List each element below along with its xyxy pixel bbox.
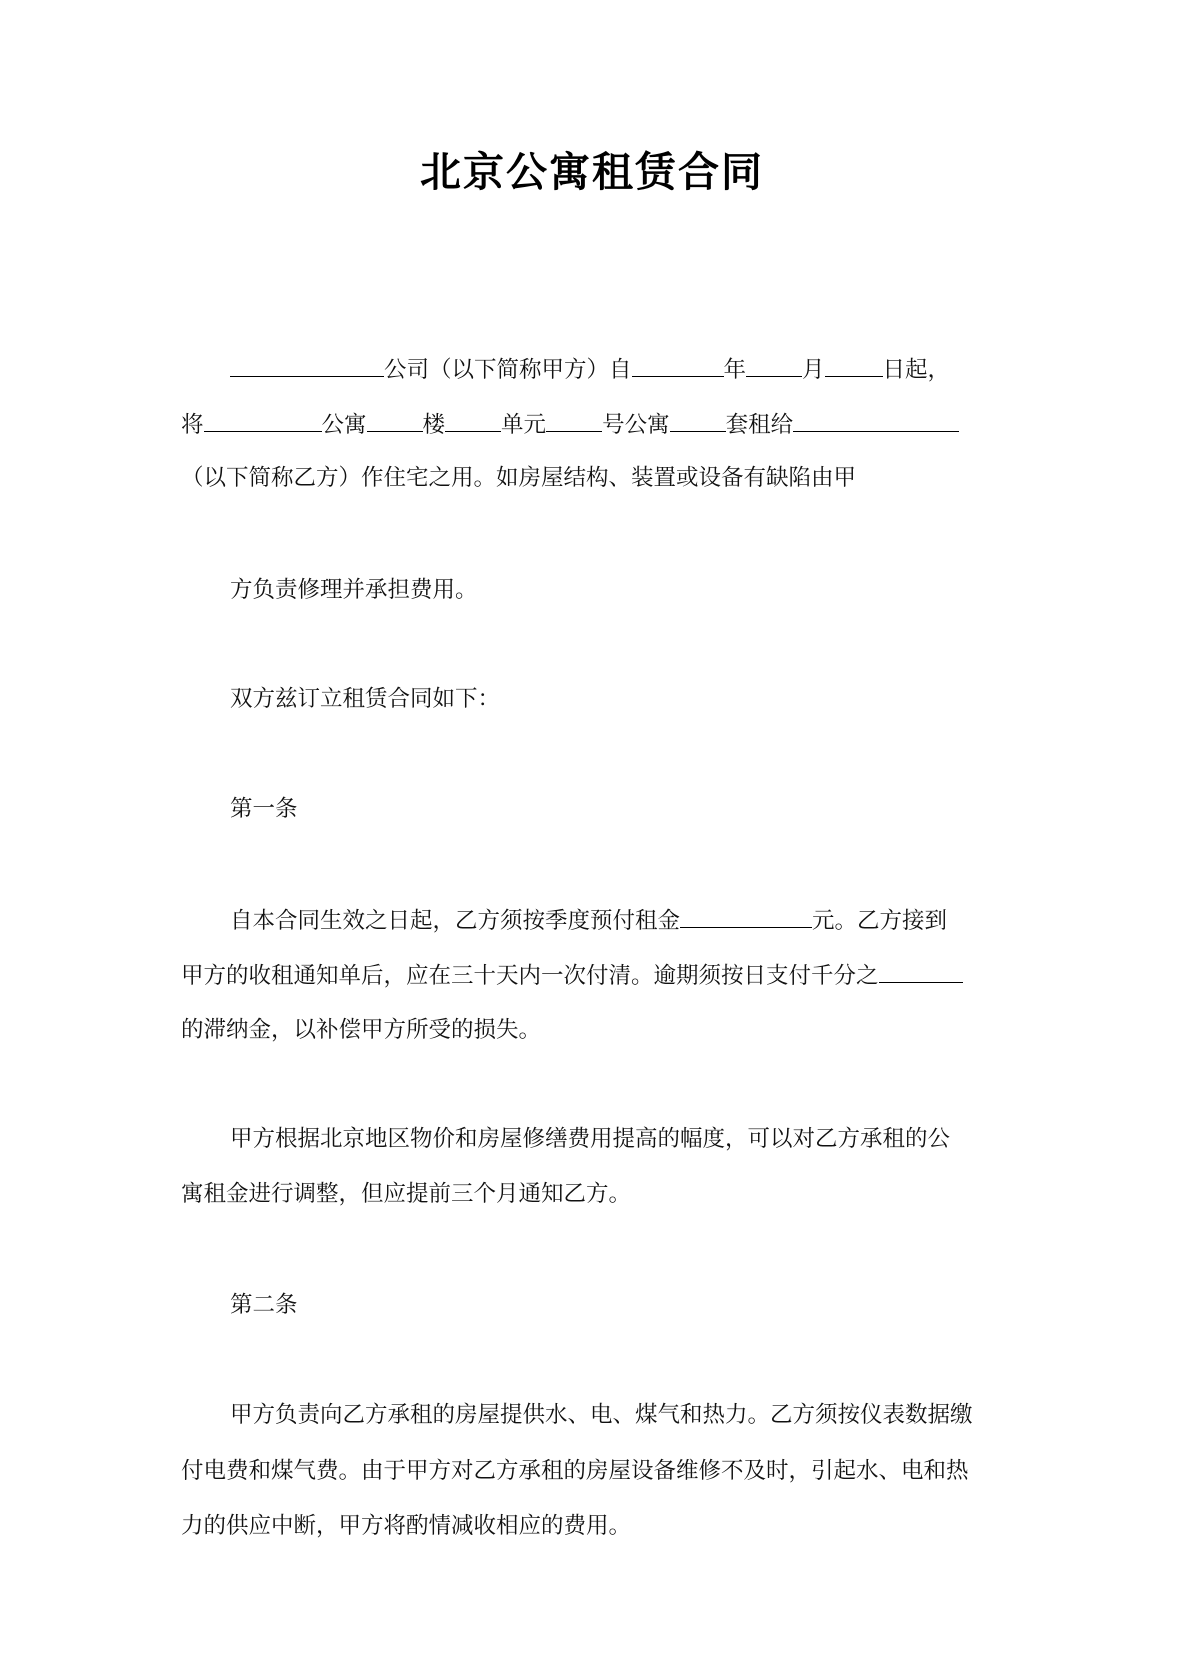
day-blank[interactable] [825,354,883,377]
rent-text-tail: 元。乙方接到 [812,908,948,934]
set-label: 套租给 [725,412,794,438]
preamble-text: 将 [181,412,204,438]
preamble-line-1 [230,354,950,385]
article-1-para-1-line-1 [230,905,947,936]
year-blank[interactable] [632,354,724,377]
year-label: 年 [723,357,747,383]
preamble-line-3: （以下简称乙方）作住宅之用。如房屋结构、装置或设备有缺陷由甲 [181,465,857,491]
article-1-para-2-line-1: 甲方根据北京地区物价和房屋修缮费用提高的幅度，可以对乙方承租的公 [230,1126,951,1152]
article-2-para-1-line-2: 付电费和煤气费。由于甲方对乙方承租的房屋设备维修不及时，引起水、电和热 [181,1458,969,1484]
apartment-label: 公寓 [321,412,367,438]
article-1-para-2-line-2: 寓租金进行调整，但应提前三个月通知乙方。 [181,1181,632,1207]
company-name-blank[interactable] [230,354,384,377]
day-label: 日起， [882,357,951,383]
preamble-line-4: 方负责修理并承担费用。 [230,577,478,603]
rent-amount-blank[interactable] [680,905,812,928]
building-blank[interactable] [367,409,423,432]
article-2-para-1-line-3: 力的供应中断，甲方将酌情减收相应的费用。 [181,1513,632,1539]
preamble-text: 公司（以下简称甲方）自 [384,357,632,383]
late-fee-text: 甲方的收租通知单后，应在三十天内一次付清。逾期须按日支付千分之 [181,963,879,989]
building-label: 楼 [422,412,446,438]
article-2-heading: 第二条 [230,1292,298,1318]
number-blank[interactable] [546,409,602,432]
document-title: 北京公寓租赁合同 [420,148,764,196]
number-label: 号公寓 [602,412,670,438]
article-1-para-1-line-3: 的滞纳金，以补偿甲方所受的损失。 [181,1017,542,1043]
article-1-heading: 第一条 [230,796,298,822]
article-2-para-1-line-1: 甲方负责向乙方承租的房屋提供水、电、煤气和热力。乙方须按仪表数据缴 [230,1402,973,1428]
rent-text: 自本合同生效之日起，乙方须按季度预付租金 [230,908,681,934]
article-1-para-1-line-2 [181,960,963,991]
preamble-line-2 [181,409,959,440]
set-count-blank[interactable] [670,409,726,432]
agreement-intro: 双方兹订立租赁合同如下： [230,686,501,712]
tenant-name-blank[interactable] [793,409,959,432]
late-fee-rate-blank[interactable] [879,960,963,983]
unit-blank[interactable] [445,409,501,432]
month-blank[interactable] [746,354,802,377]
apartment-name-blank[interactable] [204,409,322,432]
unit-label: 单元 [501,412,547,438]
month-label: 月 [802,357,825,383]
